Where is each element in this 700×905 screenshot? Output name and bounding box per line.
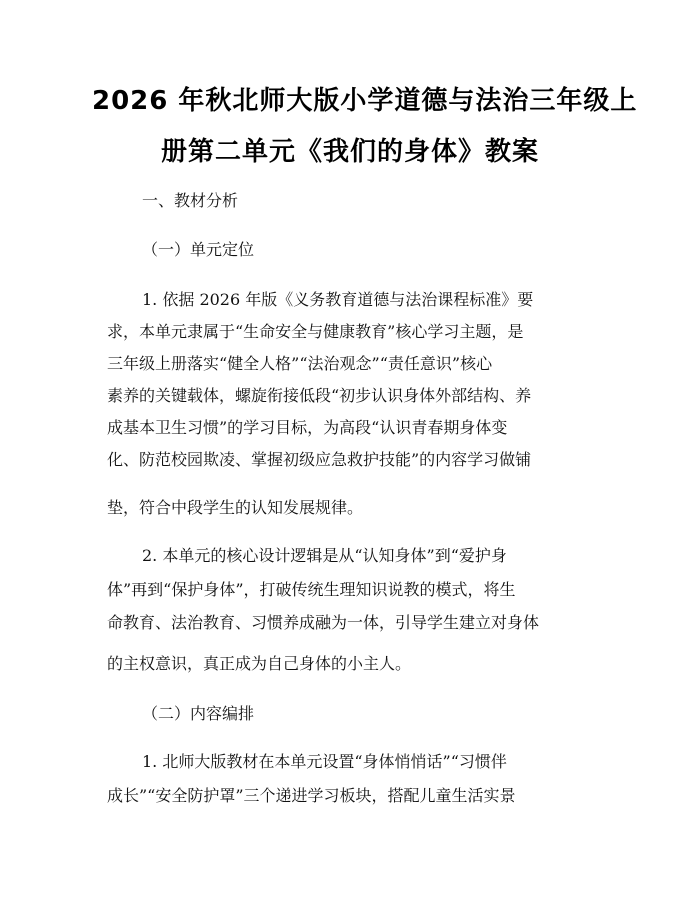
- paragraph-1-line: 素养的关键载体，螺旋衔接低段“初步认识身体外部结构、养: [107, 386, 532, 405]
- section-heading-textbook-analysis: 一、教材分析: [142, 191, 239, 210]
- subsection-heading-unit-positioning: （一）单元定位: [142, 240, 255, 259]
- paragraph-1-line: 三年级上册落实“健全人格”“法治观念”“责任意识”核心: [107, 354, 493, 373]
- paragraph-2-line: 体”再到“保护身体”，打破传统生理知识说教的模式，将生: [107, 580, 516, 599]
- paragraph-2-line: 2. 本单元的核心设计逻辑是从“认知身体”到“爱护身: [142, 546, 507, 565]
- document-title-line-2: 册第二单元《我们的身体》教案: [160, 137, 539, 167]
- paragraph-3-line: 1. 北师大版教材在本单元设置“身体悄悄话”“习惯伴: [142, 752, 507, 771]
- paragraph-3-line: 成长”“安全防护罩”三个递进学习板块，搭配儿童生活实景: [107, 786, 516, 805]
- paragraph-1-line: 成基本卫生习惯”的学习目标，为高段“认识青春期身体变: [107, 418, 508, 437]
- paragraph-1-line: 1. 依据 2026 年版《义务教育道德与法治课程标准》要: [142, 290, 534, 309]
- paragraph-1-line: 求，本单元隶属于“生命安全与健康教育”核心学习主题，是: [107, 322, 524, 341]
- paragraph-2-line: 命教育、法治教育、习惯养成融为一体，引导学生建立对身体: [107, 613, 540, 632]
- paragraph-2-line: 的主权意识，真正成为自己身体的小主人。: [107, 654, 412, 673]
- subsection-heading-content-arrangement: （二）内容编排: [142, 704, 255, 723]
- paragraph-1-line: 化、防范校园欺凌、掌握初级应急救护技能”的内容学习做铺: [107, 450, 532, 469]
- paragraph-1-line: 垫，符合中段学生的认知发展规律。: [107, 498, 364, 517]
- document-title-line-1: 2026 年秋北师大版小学道德与法治三年级上: [92, 86, 638, 116]
